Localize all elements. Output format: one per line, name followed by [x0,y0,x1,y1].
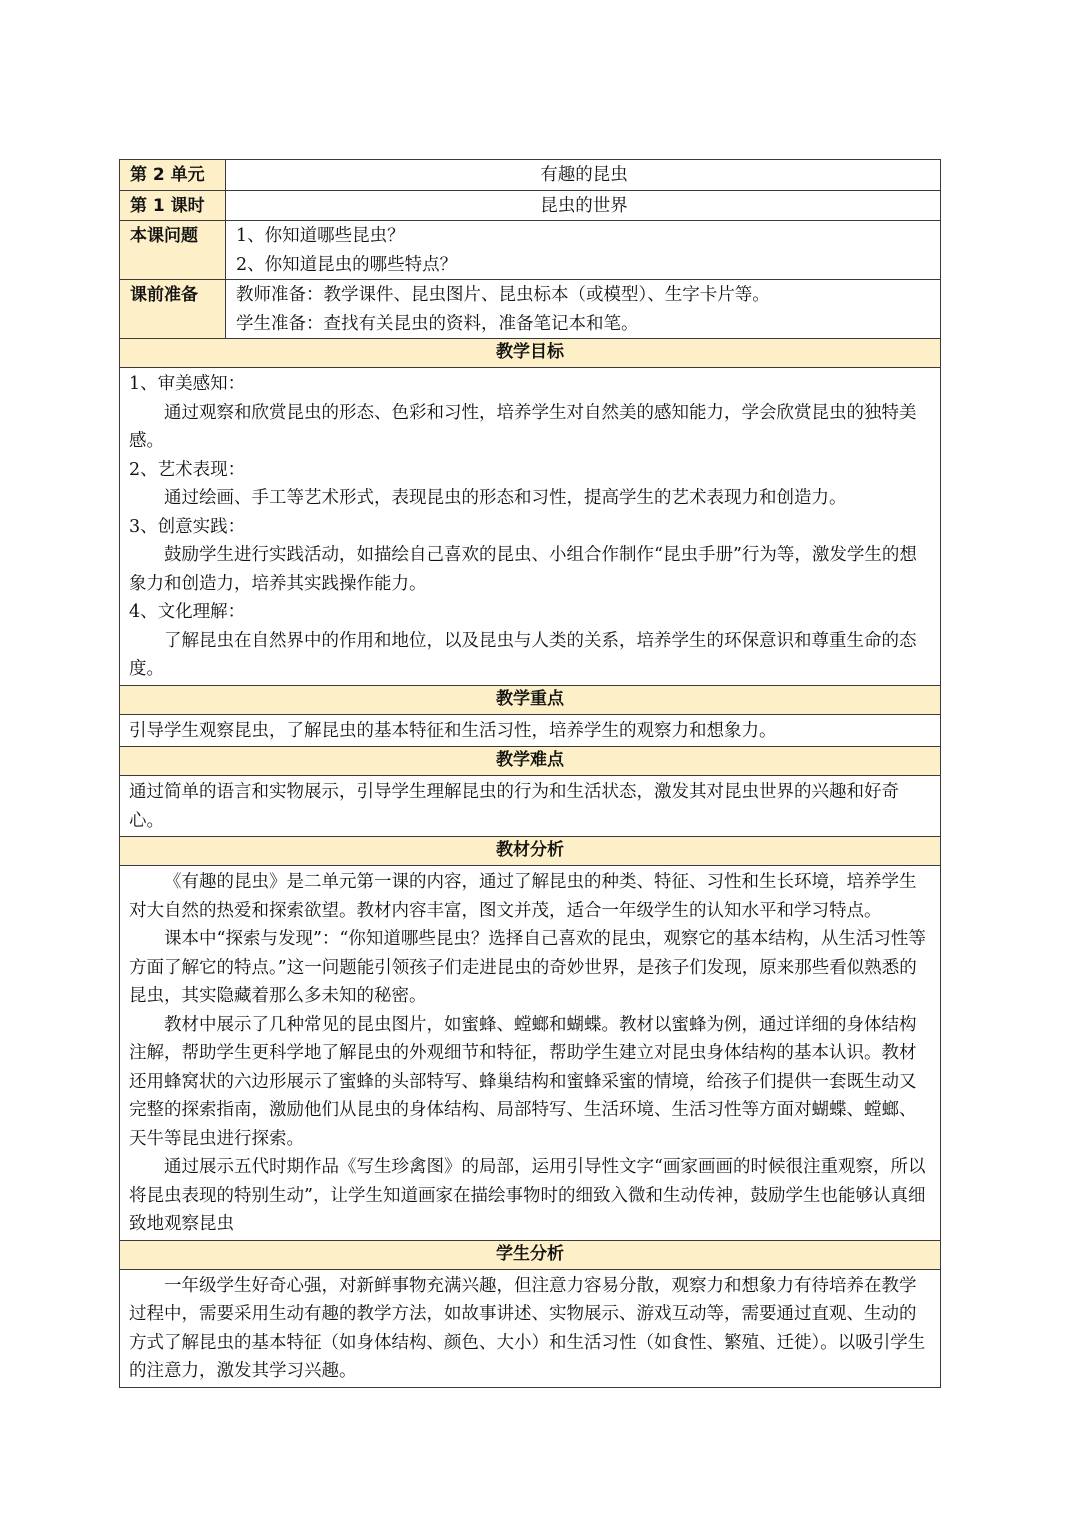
material-paragraph: 课本中“探索与发现”：“你知道哪些昆虫？选择自己喜欢的昆虫，观察它的基本结构，从生活习性等方面了解它的特点。”这一问题能引领孩子们走进昆虫的奇妙世界，是孩子们发现，原来那些看似熟悉的昆虫，其实隐藏着那么多未知的秘密。 [129,929,926,1006]
key-point-text: 引导学生观察昆虫，了解昆虫的基本特征和生活习性，培养学生的观察力和想象力。 [120,714,941,747]
objective-text: 通过观察和欣赏昆虫的形态、色彩和习性，培养学生对自然美的感知能力，学会欣赏昆虫的独特美感。 [129,402,917,451]
lesson-row [120,190,941,221]
lesson-plan-table [119,159,941,1388]
key-point-heading: 教学重点 [120,685,941,714]
objective-title: 2、艺术表现： [129,459,246,480]
question-item: 1、你知道哪些昆虫？ [236,226,405,246]
objective-title: 1、审美感知： [129,374,246,394]
difficulty-heading: 教学难点 [120,747,941,776]
material-content [120,866,941,1241]
question-item: 2、你知道昆虫的哪些特点？ [236,254,458,275]
objective-text: 鼓励学生进行实践活动，如描绘自己喜欢的昆虫、小组合作制作“昆虫手册”行为等，激发学生的想象力和创造力，培养其实践操作能力。 [129,545,917,594]
students-heading: 学生分析 [120,1240,941,1269]
objective-title: 4、文化理解： [129,602,246,622]
student-preparation: 学生准备：查找有关昆虫的资料，准备笔记本和笔。 [236,313,639,334]
material-heading: 教材分析 [120,837,941,866]
preparation-list [226,280,941,339]
lesson-title: 昆虫的世界 [226,190,941,221]
unit-title: 有趣的昆虫 [226,160,941,191]
objective-text: 通过绘画、手工等艺术形式，表现昆虫的形态和习性，提高学生的艺术表现力和创造力。 [164,488,847,508]
preparation-row [120,280,941,339]
questions-list [226,221,941,280]
material-paragraph: 《有趣的昆虫》是二单元第一课的内容，通过了解昆虫的种类、特征、习性和生长环境，培养学生对大自然的热爱和探索欲望。教材内容丰富，图文并茂，适合一年级学生的认知水平和学习特点。 [129,872,917,921]
questions-label: 本课问题 [120,221,226,280]
unit-row [120,160,941,191]
preparation-label: 课前准备 [120,280,226,339]
objective-title: 3、创意实践： [129,516,246,537]
students-text: 一年级学生好奇心强，对新鲜事物充满兴趣，但注意力容易分散，观察力和想象力有待培养在教学过程中，需要采用生动有趣的教学方法，如故事讲述、实物展示、游戏互动等，需要通过直观、生动的方式了解昆虫的基本特征（如身体结构、颜色、大小）和生活习性（如食性、繁殖、迁徙）。以吸引学生的注意力，激发其学习兴趣。 [120,1269,941,1387]
unit-label: 第 2 单元 [120,160,226,191]
material-paragraph: 教材中展示了几种常见的昆虫图片，如蜜蜂、螳螂和蝴蝶。教材以蜜蜂为例，通过详细的身体结构注解，帮助学生更科学地了解昆虫的外观细节和特征，帮助学生建立对昆虫身体结构的基本认识。教材还用蜂窝状的六边形展示了蜜蜂的头部特写、蜂巢结构和蜜蜂采蜜的情境，给孩子们提供一套既生动又完整的探索指南，激励他们从昆虫的身体结构、局部特写、生活环境、生活习性等方面对蝴蝶、螳螂、天牛等昆虫进行探索。 [129,1014,917,1149]
objectives-content [120,368,941,686]
material-paragraph: 通过展示五代时期作品《写生珍禽图》的局部，运用引导性文字“画家画画的时候很注重观察，所以将昆虫表现的特别生动”，让学生知道画家在描绘事物时的细致入微和生动传神，鼓励学生也能够认真细致地观察昆虫 [129,1157,926,1234]
lesson-label: 第 1 课时 [120,190,226,221]
questions-row [120,221,941,280]
objectives-heading: 教学目标 [120,339,941,368]
teacher-preparation: 教师准备：教学课件、昆虫图片、昆虫标本（或模型）、生字卡片等。 [236,285,770,305]
lesson-plan-document [119,159,941,1388]
objective-text: 了解昆虫在自然界中的作用和地位，以及昆虫与人类的关系，培养学生的环保意识和尊重生命的态度。 [129,630,917,679]
difficulty-text: 通过简单的语言和实物展示，引导学生理解昆虫的行为和生活状态，激发其对昆虫世界的兴趣和好奇心。 [120,776,941,837]
